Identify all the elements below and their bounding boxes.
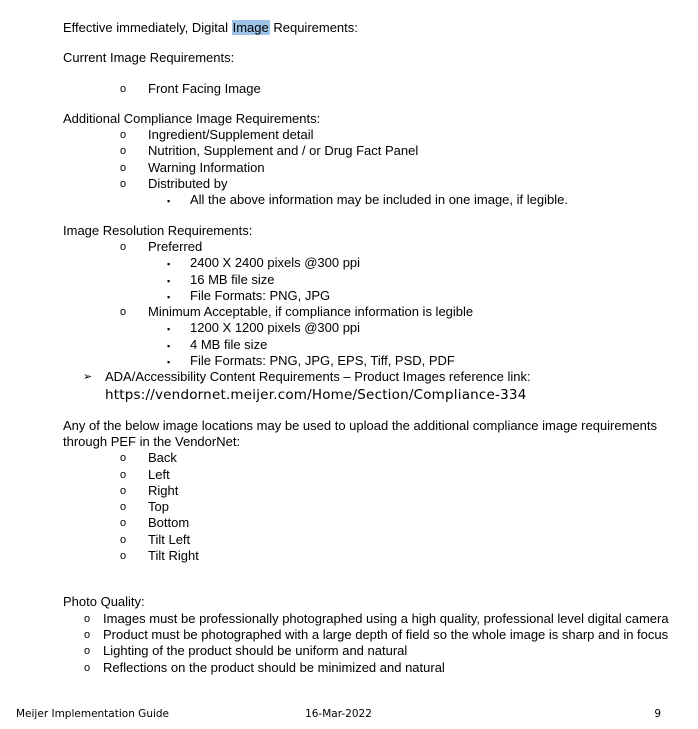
- doc-line: [63, 50, 678, 66]
- circle-bullet-icon: o: [120, 484, 127, 497]
- doc-line-text: 2400 X 2400 pixels @300 ppi: [190, 255, 361, 271]
- doc-line: [63, 81, 678, 97]
- doc-line-text: Lighting of the product should be uniform and natural: [103, 643, 408, 659]
- doc-line-text: Top: [148, 499, 169, 515]
- doc-line: [63, 643, 678, 659]
- square-bullet-icon: ▪: [167, 196, 171, 207]
- doc-line: [63, 143, 678, 159]
- doc-line: [63, 288, 678, 304]
- square-bullet-icon: ▪: [167, 324, 171, 335]
- doc-line: [63, 627, 678, 643]
- doc-line-text: Warning Information: [148, 159, 265, 175]
- doc-line-text: Front Facing Image: [148, 80, 261, 96]
- doc-line-text: File Formats: PNG, JPG: [190, 287, 331, 303]
- doc-line-text: File Formats: PNG, JPG, EPS, Tiff, PSD, PDF: [190, 353, 455, 369]
- square-bullet-icon: ▪: [167, 291, 171, 302]
- circle-bullet-icon: o: [120, 240, 127, 253]
- footer-document-title: Meijer Implementation Guide: [16, 708, 170, 720]
- doc-line: [63, 272, 678, 288]
- doc-line-text: Images must be professionally photographed using a high quality, professional level digital camera: [103, 610, 669, 626]
- doc-line-text: 1200 X 1200 pixels @300 ppi: [190, 320, 361, 336]
- circle-bullet-icon: o: [120, 452, 127, 465]
- doc-line-text: Minimum Acceptable, if compliance information is legible: [148, 304, 474, 320]
- document-lines: [63, 50, 678, 676]
- doc-line-text: Photo Quality:: [63, 594, 145, 610]
- circle-bullet-icon: o: [120, 178, 127, 191]
- doc-line-text: Current Image Requirements:: [63, 50, 235, 66]
- title-text-after: Requirements:: [269, 20, 358, 35]
- circle-bullet-icon: o: [84, 628, 91, 641]
- doc-line: [63, 386, 678, 404]
- square-bullet-icon: ▪: [167, 275, 171, 286]
- circle-bullet-icon: o: [84, 661, 91, 674]
- doc-line: [63, 611, 678, 627]
- doc-line: [63, 239, 678, 255]
- doc-line: [63, 532, 678, 548]
- doc-line: [63, 192, 678, 208]
- circle-bullet-icon: o: [120, 161, 127, 174]
- doc-line: [63, 418, 678, 451]
- title-text-before: Effective immediately, Digital: [63, 20, 232, 35]
- arrow-bullet-icon: ➢: [83, 370, 93, 384]
- square-bullet-icon: ▪: [167, 340, 171, 351]
- circle-bullet-icon: o: [120, 82, 127, 95]
- doc-line-text: 16 MB file size: [190, 271, 275, 287]
- doc-line-text: ADA/Accessibility Content Requirements – Product Images reference link:: [105, 369, 531, 385]
- doc-line: [63, 337, 678, 353]
- doc-line: [63, 127, 678, 143]
- doc-line-text: Tilt Left: [148, 531, 191, 547]
- doc-line: [63, 499, 678, 515]
- doc-line: [63, 255, 678, 271]
- doc-line-text: Reflections on the product should be minimized and natural: [103, 659, 445, 675]
- doc-line-text: Image Resolution Requirements:: [63, 222, 253, 238]
- doc-line: [63, 660, 678, 676]
- doc-line: [63, 483, 678, 499]
- doc-line-text: Tilt Right: [148, 548, 199, 564]
- doc-line: [63, 353, 678, 369]
- doc-line: [63, 594, 678, 610]
- doc-line-text: Right: [148, 482, 179, 498]
- doc-line-text: Preferred: [148, 238, 203, 254]
- doc-line-text: All the above information may be included in one image, if legible.: [190, 192, 568, 208]
- circle-bullet-icon: o: [84, 612, 91, 625]
- circle-bullet-icon: o: [120, 550, 127, 563]
- search-highlight: Image: [232, 20, 269, 35]
- circle-bullet-icon: o: [120, 533, 127, 546]
- square-bullet-icon: ▪: [167, 259, 171, 270]
- doc-line-text: Bottom: [148, 515, 190, 531]
- circle-bullet-icon: o: [120, 129, 127, 142]
- circle-bullet-icon: o: [120, 306, 127, 319]
- circle-bullet-icon: o: [120, 145, 127, 158]
- doc-line-text: Product must be photographed with a large depth of field so the whole image is sharp and in focus: [103, 626, 669, 642]
- doc-line: [63, 450, 678, 466]
- doc-line: [63, 467, 678, 483]
- footer-date: 16-Mar-2022: [305, 708, 372, 720]
- doc-line-text: Left: [148, 466, 170, 482]
- doc-line: [63, 223, 678, 239]
- doc-line-text: Additional Compliance Image Requirements:: [63, 110, 321, 126]
- doc-line-text: Any of the below image locations may be used to upload the additional compliance image requirements through PEF in the VendorNet:: [63, 417, 658, 449]
- doc-line: [63, 320, 678, 336]
- doc-line: [63, 111, 678, 127]
- doc-line-text: Back: [148, 450, 177, 466]
- footer-page-number: 9: [654, 708, 661, 720]
- circle-bullet-icon: o: [120, 517, 127, 530]
- doc-line-text: Nutrition, Supplement and / or Drug Fact Panel: [148, 143, 419, 159]
- doc-line: [63, 369, 678, 385]
- doc-line: [63, 548, 678, 564]
- title-line: [63, 20, 678, 36]
- doc-line-text: 4 MB file size: [190, 336, 268, 352]
- doc-line: [63, 515, 678, 531]
- circle-bullet-icon: o: [84, 645, 91, 658]
- circle-bullet-icon: o: [120, 501, 127, 514]
- doc-line: [63, 176, 678, 192]
- circle-bullet-icon: o: [120, 468, 127, 481]
- square-bullet-icon: ▪: [167, 357, 171, 368]
- url-link[interactable]: https://vendornet.meijer.com/Home/Section/Compliance-334: [105, 386, 527, 403]
- doc-line: [63, 304, 678, 320]
- doc-line: [63, 160, 678, 176]
- doc-line-text: Ingredient/Supplement detail: [148, 127, 314, 143]
- doc-line-text: Distributed by: [148, 176, 228, 192]
- document-content: [63, 20, 678, 676]
